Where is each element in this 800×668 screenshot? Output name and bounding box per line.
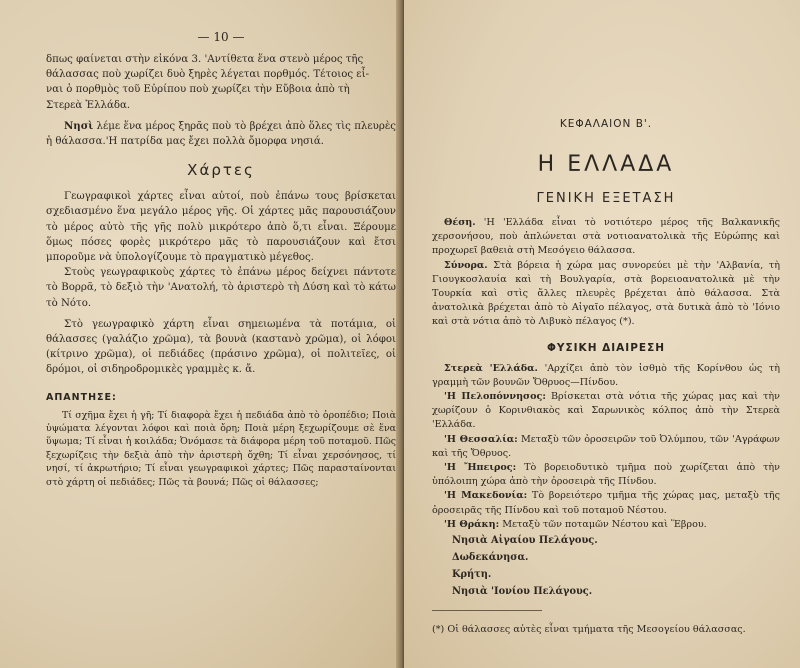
intro-line: θάλασσας ποὺ χωρίζει δυὸ ξηρὲς λέγεται πορθμός. Τέτοιος εἶ- [46,69,370,81]
region-entry [432,390,780,433]
answers-heading: ΑΠΑΝΤΗΣΕ: [46,391,117,403]
region-entry [432,362,780,390]
answers-block [46,409,396,489]
maps-paragraph-3: Στὸ γεωγραφικὸ χάρτη εἶναι σημειωμένα τὰ ποτάμια, οἱ θάλασσες (γαλάζιο χρῶμα), τὰ βουνὰ (καστανὸ χρῶμα), οἱ λόφοι (κίτρινο χρῶμα), οἱ πεδιάδες (πράσινο χρῶμα), οἱ πολιτεῖες, οἱ δρόμοι, οἱ σιδηροδρομικὲς γραμμὲς κ. ἄ. [46,318,396,376]
borders-text: Στὰ βόρεια ἡ χώρα μας συνορεύει μὲ τὴν 'Αλβανία, τὴ Γιουγκοσλαυία καὶ τὴ Βουλγαρία, στὰ βορειοανατολικὰ μὲ τὴν Τουρκία καὶ στὶς ἄλλες πλευρὲς βρέχεται ἀπὸ θάλασσα. Στὰ ἀνατολικὰ βρέχεται ἀπὸ τὸ Αἰγαῖο πέλαγος, στὰ δυτικὰ ἀπὸ τὸ 'Ιόνιο καὶ στὰ νότια ἀπὸ τὸ Λιβυκὸ πέλαγος (*). [432,259,780,328]
chapter-label: ΚΕΦΑΛΑΙΟΝ Β'. [559,118,653,130]
region-term: 'Η Θεσσαλία: [444,433,518,445]
borders-paragraph [432,259,780,330]
maps-section-title: Χάρτες [187,161,255,180]
right-page [404,0,800,668]
region-term: 'Η Ἤπειρος: [444,462,517,474]
island-text: λέμε ἕνα μέρος ξηρᾶς ποὺ τὸ βρέχει ἀπὸ ὅλες τὶς πλευρὲς ἡ θάλασσα.'Η πατρίδα μας ἔχει πολλὰ ὄμορφα νησιά. [46,120,396,148]
position-paragraph [432,216,780,259]
intro-line: ναι ὁ πορθμὸς τοῦ Εὐρίπου ποὺ χωρίζει τὴν Εὔβοια ἀπὸ τὴ [46,84,350,96]
region-entry [432,489,780,517]
region-term: 'Η Πελοπόννησος: [444,391,546,403]
position-text: 'Η 'Ελλάδα εἶναι τὸ νοτιότερο μέρος τῆς Βαλκανικῆς χερσονήσου, ποὺ ἁπλώνεται στὰ νοτιοανατολικὰ τῆς Εὐρώπης καὶ προχωρεῖ βαθειὰ στὴ Μεσόγειο θάλασσα. [432,217,780,257]
footnote: (*) Οἱ θάλασσες αὐτὲς εἶναι τμήματα τῆς Μεσογείου θάλασσας. [432,624,746,636]
position-term: Θέση. [444,217,476,228]
island-group: Δωδεκάνησα. [452,552,529,564]
chapter-title: Η ΕΛΛΑΔΑ [537,152,675,177]
region-term: 'Η Θράκη: [444,518,500,530]
island-term: Νησὶ [64,119,94,132]
region-text: 'Αρχίζει ἀπὸ τὸν ἰσθμὸ τῆς Κορίνθου ὡς τὴ γραμμὴ τῶν βουνῶν Ὄθρυος—Πίνδου. [432,362,780,388]
region-entry [432,518,780,532]
region-term: 'Η Μακεδονία: [444,490,528,502]
borders-term: Σύνορα. [444,259,488,271]
region-text: Μεταξὺ τῶν ποταμῶν Νέστου καὶ Ἕβρου. [499,518,707,530]
division-title: ΦΥΣΙΚΗ ΔΙΑΙΡΕΣΗ [546,341,666,354]
intro-line: Στερεὰ Ἑλλάδα. [46,99,131,111]
answers-questions: Τί σχῆμα ἔχει ἡ γῆ; Τί διαφορὰ ἔχει ἡ πεδιάδα ἀπὸ τὸ ὀροπέδιο; Ποιὰ ὑψώματα λέγονται λόφοι καὶ ποιὰ ὄρη; Ποιὰ μέρη ξεχωρίζουμε σὲ ἕνα ὕψωμα; Τί εἶναι ἡ κοιλάδα; Ὀνόμασε τὰ διάφορα μέρη τοῦ ποταμοῦ. Πῶς ξεχωρίζεις τὴν δεξιὰ ἀπὸ τὴν ἀριστερὴ ὄχθη; Τί εἶναι χερσόνησος, τί νησί, τί ἀκρωτήριο; Τί εἶναι γεωγραφικοὶ χάρτες; Πῶς παρασταίνονται στὸ χάρτη οἱ πεδιάδες; Πῶς τὰ βουνά; Πῶς οἱ θάλασσες; [46,409,396,488]
overview-title: ΓΕΝΙΚΗ ΕΞΕΤΑΣΗ [536,191,676,206]
island-group: Νησιὰ 'Ιονίου Πελάγους. [452,586,593,598]
region-entry [432,461,780,489]
region-text: Μεταξὺ τῶν ὀροσειρῶν τοῦ Ὀλύμπου, τῶν 'Αγράφων καὶ τῆς Ὄθρυος. [432,433,780,459]
region-text: Τὸ βορειοδυτικὸ τμῆμα ποὺ χωρίζεται ἀπὸ τὴν ὑπόλοιπη χώρα ἀπὸ τὴν ὀροσειρὰ τῆς Πίνδου. [432,462,780,488]
island-group: Κρήτη. [452,569,492,581]
region-text: Τὸ βορειότερο τμῆμα τῆς χώρας μας, μεταξὺ τῆς ὀροσειρᾶς τῆς Πίνδου καὶ τοῦ ποταμοῦ Νέστου. [432,490,781,516]
page-number: — 10 — [197,30,245,44]
region-entry [432,433,780,461]
intro-line: δπως φαίνεται στὴν εἰκόνα 3. 'Αντίθετα ἕνα στενὸ μέρος τῆς [46,54,364,65]
maps-paragraph-1: Γεωγραφικοὶ χάρτες εἶναι αὐτοί, ποὺ ἐπάνω τους βρίσκεται σχεδιασμένο ἕνα μεγάλο μέρος γῆς. Οἱ χάρτες μᾶς παρουσιάζουν τὸ μέρος αὐτὸ τῆς γῆς πολὺ μικρότερο ἀπὸ ὅ,τι εἶναι. Ξέρουμε ὅμως πόσες φορὲς μικρότερο μᾶς τὸ παρουσιάζουν καὶ ἔτσι μποροῦμε νὰ ὑπολογίζουμε τὸ πραγματικὸ μέγεθος. [46,191,396,264]
island-definition [46,119,396,149]
region-term: Στερεὰ 'Ελλάδα. [444,362,538,374]
island-group: Νησιὰ Αἰγαίου Πελάγους. [452,535,598,547]
region-text: Βρίσκεται στὰ νότια τῆς χώρας μας καὶ τὴν χωρίζουν ὁ Κορινθιακὸς καὶ Σαρωνικὸς κόλπος ἀπὸ τὴν Στερεὰ 'Ελλάδα. [432,391,780,431]
maps-paragraph-2: Στοὺς γεωγραφικοὺς χάρτες τὸ ἐπάνω μέρος δείχνει πάντοτε τὸ Βορρᾶ, τὸ δεξιὸ τὴν 'Ανατολή, τὸ ἀριστερὸ τὴ Δύση καὶ τὸ κάτω τὸ Νότο. [46,267,396,309]
footnote-rule [432,610,542,611]
